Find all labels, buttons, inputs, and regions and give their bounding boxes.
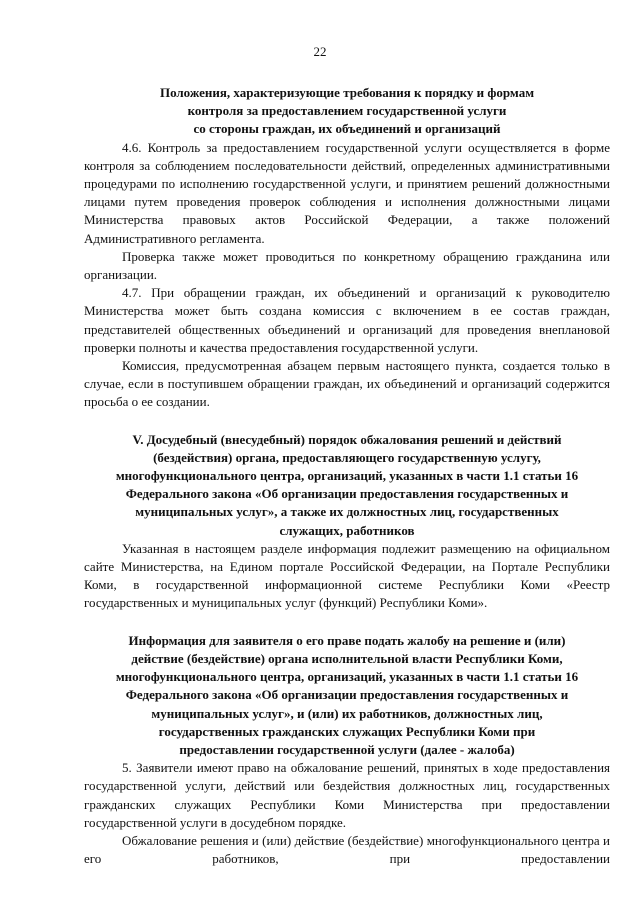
heading-line: Федерального закона «Об организации предоставления государственных и — [125, 687, 569, 703]
heading-line: со стороны граждан, их объединений и организаций — [193, 121, 501, 137]
paragraph-5: 5. Заявители имеют право на обжалование решений, принятых в ходе предоставления государственной услуги, действий или бездействия должностных лиц, государственных гражданских служащих Республики Коми Министерства при предоставлении государственной услуги в досудебном порядке. — [84, 760, 610, 830]
heading-line: многофункционального центра, организаций, указанных в части 1.1 статьи 16 — [115, 468, 579, 484]
paragraph: Проверка также может проводиться по конкретному обращению гражданина или организации. — [84, 248, 610, 283]
heading-line: муниципальных услуг», и (или) их работников, должностных лиц, — [151, 705, 543, 721]
heading-line: действие (бездействие) органа исполнительной власти Республики Коми, — [131, 650, 563, 666]
page-content — [84, 84, 610, 868]
page-number: 22 — [313, 44, 327, 59]
heading-line: Федерального закона «Об организации предоставления государственных и — [125, 486, 569, 502]
heading-line: служащих, работников — [279, 522, 415, 538]
heading-line: V. Досудебный (внесудебный) порядок обжалования решений и действий — [132, 431, 562, 447]
heading-line: муниципальных услуг», а также их должностных лиц, государственных — [135, 504, 559, 520]
heading-line: Информация для заявителя о его праве подать жалобу на решение и (или) — [128, 632, 566, 648]
section-v-heading — [84, 431, 610, 540]
heading-line: предоставлении государственной услуги (далее - жалоба) — [179, 741, 515, 757]
section-gap — [84, 613, 610, 632]
paragraph: Комиссия, предусмотренная абзацем первым настоящего пункта, создается только в случае, если в поступившем обращении граждан, их объединений и организаций содержится просьба о ее создании. — [84, 358, 610, 410]
paragraph: Обжалование решения и (или) действие (бездействие) многофункционального центра и его работников, при предоставлении — [84, 832, 610, 867]
section-gap — [84, 412, 610, 431]
heading-line: многофункционального центра, организаций, указанных в части 1.1 статьи 16 — [115, 669, 579, 685]
heading-line: контроля за предоставлением государственной услуги — [187, 103, 507, 119]
paragraph: Указанная в настоящем разделе информация подлежит размещению на официальном сайте Министерства, на Едином портале Российской Федерации, на Портале Республики Коми, в государственной информационной системе Республики Коми «Реестр государственных и муниципальных услуг (функций) Республики Коми». — [84, 540, 610, 611]
paragraph-4-7: 4.7. При обращении граждан, их объединений и организаций к руководителю Министерства может быть создана комиссия с включением в ее состав граждан, представителей общественных объединений и организаций для проведения внеплановой проверки полноты и качества предоставления государственной услуги. — [84, 285, 610, 355]
paragraph-4-6: 4.6. Контроль за предоставлением государственной услуги осуществляется в форме контроля за соблюдением последовательности действий, определенных административными процедурами по исполнению государственной услуги, и принятием решений должностными лицами путем проведения проверок соблюдения и исполнения должностными лицами Министерства правовых актов Российской Федерации, а также положений Административного регламента. — [84, 139, 610, 246]
heading-line: Положения, характеризующие требования к порядку и формам — [159, 85, 535, 100]
section-complaint-heading — [84, 632, 610, 759]
section-control-heading — [84, 84, 610, 139]
heading-line: государственных гражданских служащих Республики Коми при — [158, 723, 536, 739]
heading-line: (бездействия) органа, предоставляющего государственную услугу, — [153, 449, 541, 465]
